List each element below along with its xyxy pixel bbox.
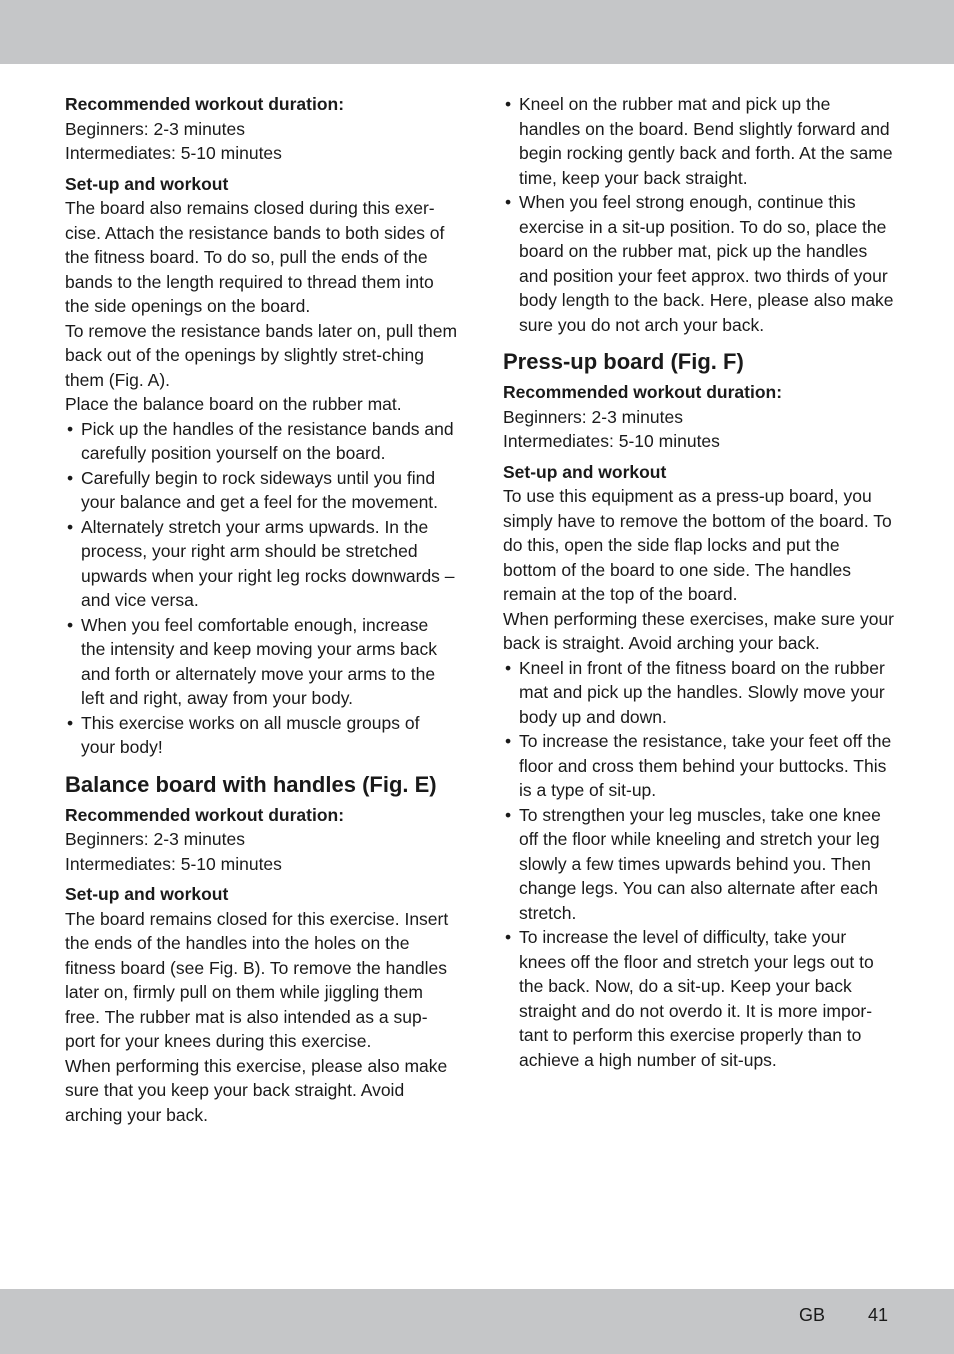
list-item: • To strengthen your leg muscles, take one knee off the floor while kneeling and stretch your leg slowly a few times upwards behind you. Then change legs. You can also alternate after each stretch.: [503, 803, 895, 926]
setup-heading: Set-up and workout: [503, 461, 667, 482]
duration-heading: Recommended workout duration:: [65, 94, 345, 114]
list-item: • When you feel comfortable enough, increase the intensity and keep moving your arms back and forth or alternately move your arms to the left and right, away from your body.: [65, 613, 457, 711]
left-column: [65, 92, 457, 1127]
list-item: • This exercise works on all muscle groups of your body!: [65, 711, 457, 760]
setup-heading: Set-up and workout: [65, 884, 229, 904]
right-column: [503, 92, 895, 1072]
setup-paragraph: When performing these exercises, make sure your back is straight. Avoid arching your back.: [503, 608, 894, 653]
duration-beginners: Beginners: 2-3 minutes: [503, 406, 683, 427]
header-band: [0, 0, 954, 64]
duration-heading: Recommended workout duration:: [65, 804, 345, 825]
list-item: • To increase the resistance, take your feet off the floor and cross them behind your buttocks. This is a type of sit-up.: [503, 729, 895, 803]
instruction-list: [503, 656, 895, 1073]
setup-paragraph: To remove the resistance bands later on, pull them back out of the openings by slightly stret-ching them (Fig. A).: [65, 320, 458, 390]
list-item: • To increase the level of difficulty, take your knees off the floor and stretch your legs out to the back. Now, do a sit-up. Keep your back straight and do not overdo it. It is more impor-tant to perform this exercise properly than to achieve a high number of sit-ups.: [503, 925, 895, 1072]
footer-language-code: GB: [799, 1305, 826, 1325]
list-item: • Pick up the handles of the resistance bands and carefully position yourself on the board.: [65, 417, 457, 466]
duration-heading: Recommended workout duration:: [503, 382, 783, 402]
list-item: • Kneel on the rubber mat and pick up the handles on the board. Bend slightly forward and begin rocking gently back and forth. At the same time, keep your back straight.: [503, 92, 895, 190]
section-title-press-up-board: Press-up board (Fig. F): [503, 349, 744, 374]
section-title-balance-board: Balance board with handles (Fig. E): [65, 771, 437, 797]
instruction-list: [65, 417, 457, 760]
setup-heading: Set-up and workout: [65, 173, 229, 194]
setup-paragraph: Place the balance board on the rubber mat.: [65, 394, 402, 414]
list-item: • Carefully begin to rock sideways until you find your balance and get a feel for the movement.: [65, 466, 457, 515]
instruction-list: [503, 92, 895, 337]
list-item: • Kneel in front of the fitness board on the rubber mat and pick up the handles. Slowly move your body up and down.: [503, 656, 895, 730]
duration-intermediates: Intermediates: 5-10 minutes: [503, 431, 720, 451]
duration-beginners: Beginners: 2-3 minutes: [65, 118, 245, 139]
setup-paragraph: The board also remains closed during this exer-cise. Attach the resistance bands to both sides of the fitness board. To do so, pull the ends of the bands to the length required to thread them into the side openings on the board.: [65, 198, 445, 316]
setup-paragraph: When performing this exercise, please also make sure that you keep your back straight. Avoid arching your back.: [65, 1055, 448, 1125]
duration-intermediates: Intermediates: 5-10 minutes: [65, 853, 282, 874]
setup-paragraph: To use this equipment as a press-up board, you simply have to remove the bottom of the board. To do this, open the side flap locks and put the bottom of the board to one side. The handles remain at the top of the board.: [503, 486, 892, 604]
setup-paragraph: The board remains closed for this exercise. Insert the ends of the handles into the holes on the fitness board (see Fig. B). To remove the handles later on, firmly pull on them while jiggling them free. The rubber mat is also intended as a sup-port for your knees during this exercise.: [65, 908, 449, 1051]
list-item: • Alternately stretch your arms upwards. In the process, your right arm should be stretched upwards when your right leg rocks downwards – and vice versa.: [65, 515, 457, 613]
page-number: 41: [868, 1305, 889, 1325]
duration-intermediates: Intermediates: 5-10 minutes: [65, 143, 282, 163]
list-item: • When you feel strong enough, continue this exercise in a sit-up position. To do so, place the board on the rubber mat, pick up the handles and position your feet approx. two thirds of your body length to the back. Here, please also make sure you do not arch your back.: [503, 190, 895, 337]
duration-beginners: Beginners: 2-3 minutes: [65, 829, 245, 849]
